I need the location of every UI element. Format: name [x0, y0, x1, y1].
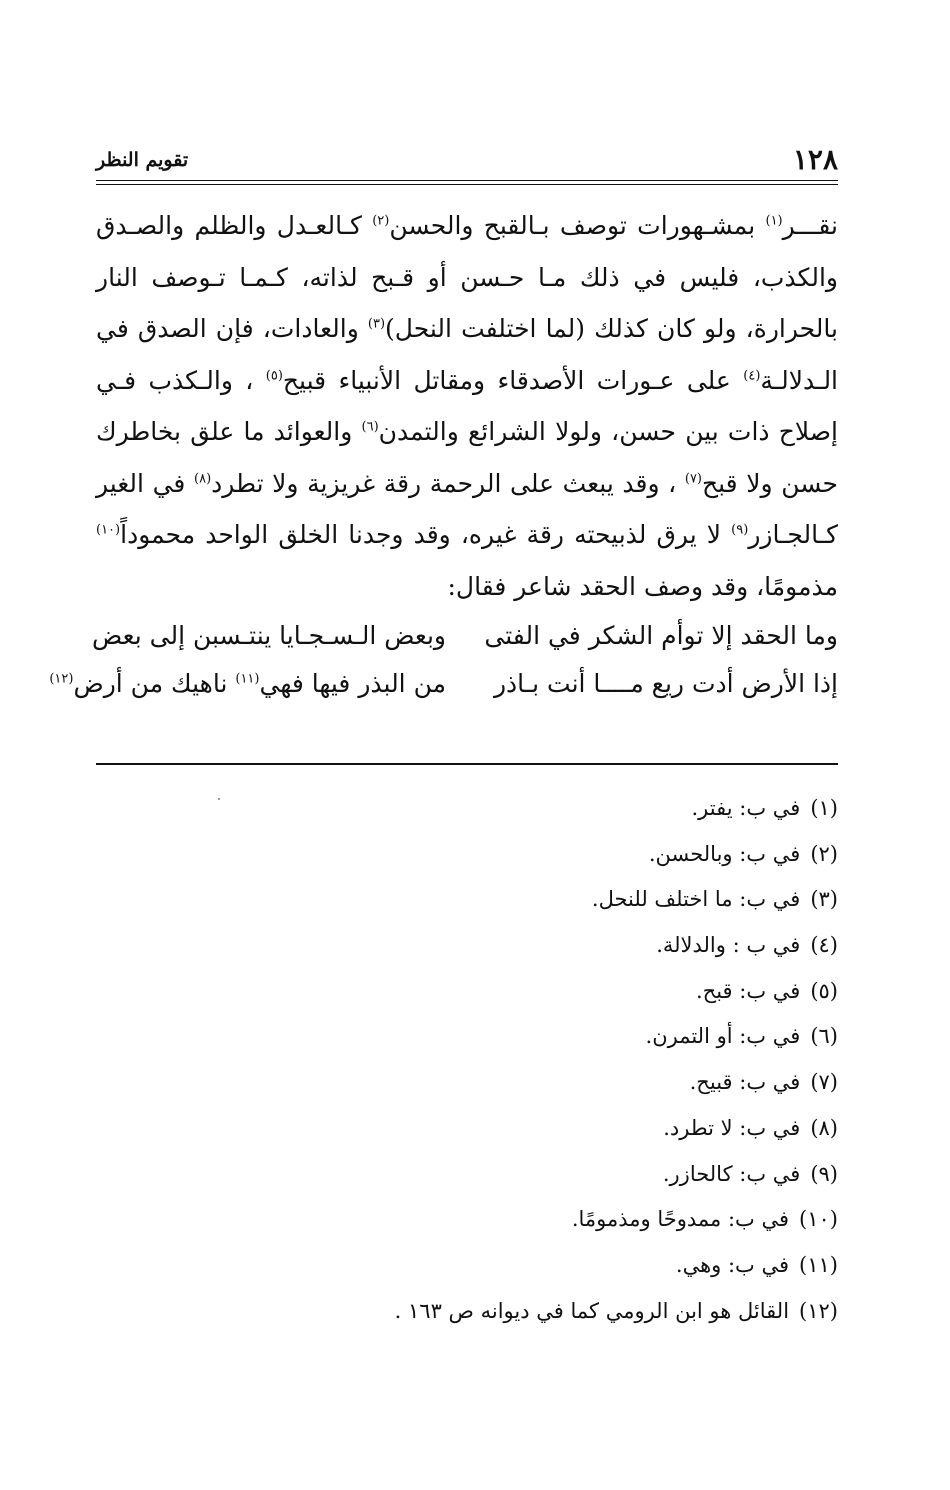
text-run: الـدلالـة [760, 365, 839, 395]
text-run: بالحرارة، ولو كان كذلك (لما اختلفت النحل) [385, 314, 838, 343]
footnote-marker: (١٠) [96, 522, 121, 538]
footnote-marker: (١١) [235, 671, 260, 687]
footnote [138, 923, 838, 969]
footnote-number: (١٠) [799, 1207, 838, 1232]
running-title: تقويم النظر [96, 149, 189, 171]
footnote [138, 1289, 838, 1335]
body-line [96, 561, 838, 613]
footnote [138, 832, 838, 878]
footnote-text: في ب : والدلالة. [656, 933, 801, 958]
poem [49, 612, 838, 708]
footnote-number: (٨) [810, 1115, 838, 1140]
footnote-text: في ب: يفتر. [691, 796, 801, 820]
footnote [138, 1152, 838, 1198]
footnote-text: في ب: ممدوحًا ومذمومًا. [571, 1207, 790, 1232]
footnote-number: (٧) [810, 1070, 838, 1095]
text-run: ، وقد يبعث على الرحمة رقة غريزية ولا تطرد [211, 468, 685, 498]
header-rule-bottom [96, 184, 838, 185]
text-run: والكذب، فليس في ذلك مـا حـسن أو قـبح لذاته، كـمـا تـوصف النار [96, 262, 838, 292]
footnote-text: في ب: وبالحسن. [648, 841, 801, 866]
footnote-text: في ب: ما اختلف للنحل. [591, 887, 801, 912]
text-run: وبعض الـسـجـايا ينتـسبن إلى بعض [92, 621, 446, 650]
body-line [96, 355, 838, 407]
body-line [96, 406, 838, 458]
poem-verse [92, 612, 838, 660]
footnote-text: في ب: قبيح. [689, 1070, 801, 1095]
footnote-number: (١٢) [799, 1298, 838, 1323]
footnote-text: القائل هو ابن الرومي كما في ديوانه ص ١٦٣ . [394, 1298, 790, 1323]
footnote-rule [96, 763, 838, 765]
text-run: من البذر فيها فهي [259, 669, 446, 698]
text-run: ، والـكذب فـي [96, 365, 266, 395]
footnote-marker: (٤) [743, 368, 761, 384]
footnote [138, 1197, 838, 1243]
verse-second-hemistich [49, 660, 446, 708]
footnote-marker: (٦) [361, 419, 379, 435]
footnote-number: (١١) [799, 1252, 838, 1277]
body-line [96, 458, 838, 510]
footnotes-list [138, 786, 838, 1334]
footnote [138, 786, 838, 832]
body-line [96, 303, 838, 355]
footnote [138, 1014, 838, 1060]
verse-second-hemistich [92, 612, 446, 660]
text-run: حسن ولا قبح [702, 468, 838, 498]
footnote [138, 969, 838, 1015]
header-rule-top [96, 180, 838, 181]
footnote-marker: (٧) [684, 471, 702, 487]
text-run: في الغير [96, 468, 194, 498]
footnote-text: في ب: قبح. [695, 978, 801, 1003]
body-line [96, 252, 838, 304]
footnote [138, 1060, 838, 1106]
footnote-number: (٥) [810, 978, 838, 1003]
body-line [96, 509, 838, 561]
text-run: لا يرق لذبيحته رقة غيره، وقد وجدنا الخلق الواحد محموداً [120, 520, 732, 549]
footnote [138, 1106, 838, 1152]
footnote-number: (٦) [810, 1024, 838, 1049]
text-run: بمشـهورات توصف بـالقبح والحسن [389, 211, 766, 240]
footnote-text: في ب: أو التمرن. [645, 1024, 801, 1049]
verse-first-hemistich [493, 660, 838, 708]
body-line [96, 200, 838, 252]
footnote [138, 1243, 838, 1289]
footnote-marker: (٨) [194, 471, 212, 487]
footnote-number: (٢) [810, 841, 838, 866]
footnote-number: (٤) [810, 933, 838, 958]
poem-verse [49, 660, 838, 708]
text-run: والعادات، فإن الصدق في [96, 314, 368, 343]
footnote-marker: (٣) [367, 316, 386, 332]
footnote [138, 877, 838, 923]
text-run: كـالجـازر [748, 520, 838, 549]
footnote-marker: (١٢) [49, 671, 74, 687]
footnote-marker: (٥) [265, 368, 283, 384]
text-run: نقـــر [782, 211, 838, 240]
footnote-text: في ب: وهي. [675, 1252, 790, 1277]
text-run: على عـورات الأصدقاء ومقاتل الأنبياء قبيح [282, 365, 744, 395]
text-run: ناهيك من أرض [73, 669, 236, 698]
footnote-number: (٣) [810, 887, 838, 912]
footnote-number: (١) [810, 796, 838, 820]
text-run: كـالعـدل والظلم والصـدق [96, 211, 373, 240]
text-run: وما الحقد إلا توأم الشكر في الفتى [484, 621, 838, 650]
verse-first-hemistich [484, 612, 838, 660]
page-header [96, 138, 838, 178]
footnote-marker: (٩) [731, 522, 749, 538]
footnote-marker: (١) [765, 213, 783, 229]
text-run: إذا الأرض أدت ريع مــــا أنت بـاذر [493, 669, 838, 698]
text-run: مذمومًا، وقد وصف الحقد شاعر فقال: [447, 571, 838, 601]
text-run: إصلاح ذات بين حسن، ولولا الشرائع والتمدن [378, 417, 838, 446]
footnote-number: (٩) [810, 1161, 838, 1186]
footnote-text: في ب: لا تطرد. [663, 1115, 801, 1140]
footnote-marker: (٢) [372, 213, 390, 229]
body-text [96, 200, 838, 612]
footnote-text: في ب: كالحازر. [662, 1161, 801, 1186]
text-run: والعوائد ما علق بخاطرك [96, 417, 362, 446]
page-number: ١٢٨ [792, 143, 838, 176]
